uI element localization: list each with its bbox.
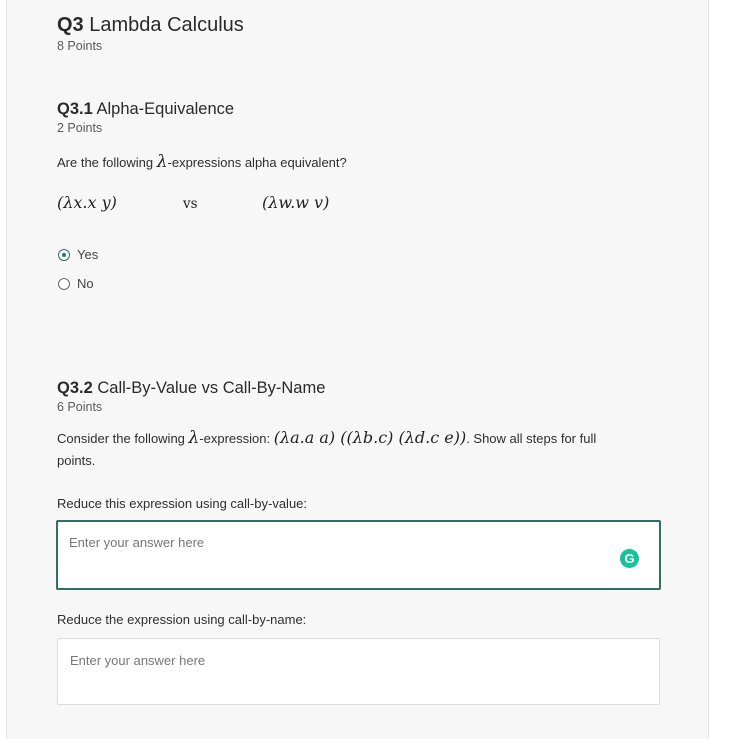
subquestion-points: 6 Points [57, 400, 103, 414]
prompt-text: Consider the following [57, 431, 189, 446]
question-points: 8 Points [57, 39, 103, 53]
lambda-symbol: λ [156, 152, 168, 172]
vs-label: vs [183, 196, 198, 212]
expression-left: (λx.x y) [57, 193, 117, 212]
cbv-label: Reduce this expression using call-by-value: [57, 496, 308, 511]
prompt-continuation: points. [57, 453, 96, 468]
radio-label-yes[interactable]: Yes [77, 247, 99, 262]
radio-option-yes[interactable] [57, 247, 177, 265]
prompt-text: -expressions alpha equivalent? [167, 155, 347, 170]
subquestion-number: Q3.2 [57, 379, 93, 397]
lambda-expression: (λa.a a) ((λb.c) (λd.c e)) [273, 428, 467, 447]
question-panel [6, 0, 709, 739]
radio-option-no[interactable] [57, 276, 177, 294]
cbn-answer-input[interactable] [57, 638, 660, 705]
radio-checked-icon[interactable] [58, 249, 70, 261]
cbv-cbn-prompt [57, 428, 596, 448]
subquestion-title-text: Alpha-Equivalence [96, 100, 235, 118]
grammarly-icon[interactable]: G [620, 549, 639, 568]
radio-label-no[interactable]: No [77, 276, 94, 291]
question-number: Q3 [57, 14, 84, 36]
subquestion-points: 2 Points [57, 121, 103, 135]
cbv-answer-input[interactable] [56, 520, 661, 590]
subquestion-title-q32 [57, 379, 325, 398]
prompt-text: Are the following [57, 155, 157, 170]
prompt-text: -expression: [199, 431, 274, 446]
subquestion-number: Q3.1 [57, 100, 93, 118]
question-title-text: Lambda Calculus [89, 14, 244, 36]
prompt-text: . Show all steps for full [466, 431, 597, 446]
alpha-prompt [57, 152, 347, 172]
cbn-label: Reduce the expression using call-by-name: [57, 612, 307, 627]
expression-right: (λw.w v) [262, 193, 330, 212]
subquestion-title-text: Call-By-Value vs Call-By-Name [97, 379, 326, 397]
subquestion-title-q31 [57, 100, 234, 119]
question-title [57, 14, 244, 37]
radio-unchecked-icon[interactable] [58, 278, 70, 290]
lambda-symbol: λ [188, 428, 200, 448]
